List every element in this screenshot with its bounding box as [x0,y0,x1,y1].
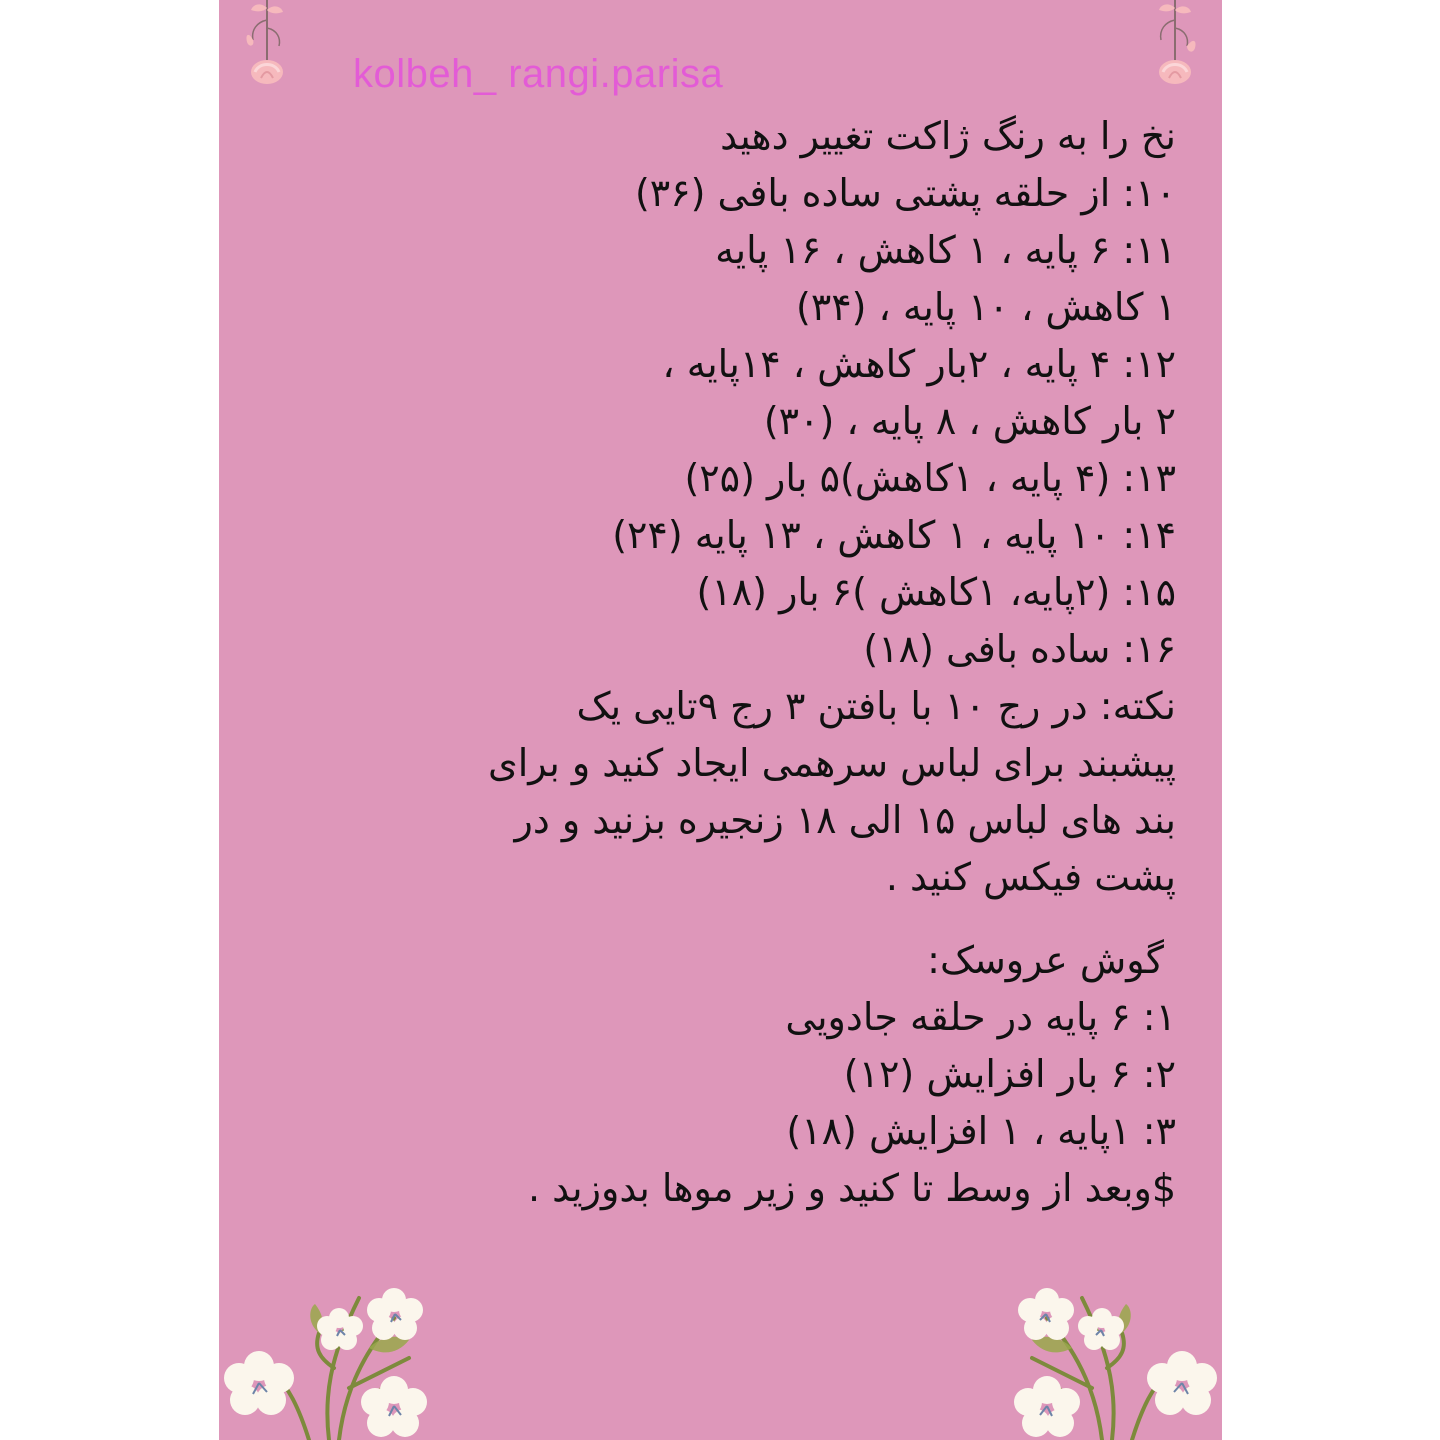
instagram-handle: kolbeh_ rangi.parisa [353,52,724,96]
white-flower-bouquet-icon [982,1278,1222,1440]
instruction-line: نخ را به رنگ ژاکت تغییر دهید [720,114,1176,158]
instruction-line: ۳: ۱پایه ، ۱ افزایش (۱۸) [786,1109,1176,1153]
note-line: بند های لباس ۱۵ الی ۱۸ زنجیره بزنید و در [514,798,1176,842]
hanging-flower-bud-icon [1145,0,1205,90]
instruction-line: ۱۰: از حلقه پشتی ساده بافی (۳۶) [634,171,1176,215]
instruction-line: ۱۵: (۲پایه، ۱کاهش )۶ بار (۱۸) [696,570,1176,614]
recipe-card [219,0,1222,1440]
note-line: نکته: در رج ۱۰ با بافتن ۳ رج ۹تایی یک [576,684,1176,728]
instruction-line: ۲ بار کاهش ، ۸ پایه ، (۳۰) [763,399,1176,443]
instruction-line: ۱۱: ۶ پایه ، ۱ کاهش ، ۱۶ پایه [715,228,1176,272]
instruction-line: ۱۲: ۴ پایه ، ۲بار کاهش ، ۱۴پایه ، [662,342,1176,386]
instruction-line: ۲: ۶ بار افزایش (۱۲) [843,1052,1176,1096]
instruction-line: ۱۶: ساده بافی (۱۸) [863,627,1176,671]
instruction-line: ۱۴: ۱۰ پایه ، ۱ کاهش ، ۱۳ پایه (۲۴) [612,513,1176,557]
doll-ear-instructions [527,932,1176,1217]
white-flower-bouquet-icon [219,1278,459,1440]
instruction-line: ۱۳: (۴ پایه ، ۱کاهش)۵ بار (۲۵) [684,456,1176,500]
hanging-flower-bud-icon [239,0,299,90]
note-line: پیشبند برای لباس سرهمی ایجاد کنید و برای [487,741,1176,785]
instruction-line: $وبعد از وسط تا کنید و زیر موها بدوزید . [527,1166,1176,1210]
section-heading: گوش عروسک: [927,938,1164,982]
instruction-line: ۱: ۶ پایه در حلقه جادویی [785,995,1176,1039]
instruction-line: ۱ کاهش ، ۱۰ پایه ، (۳۴) [796,285,1176,329]
note-line: پشت فیکس کنید . [885,855,1176,899]
pattern-instructions [488,108,1176,906]
